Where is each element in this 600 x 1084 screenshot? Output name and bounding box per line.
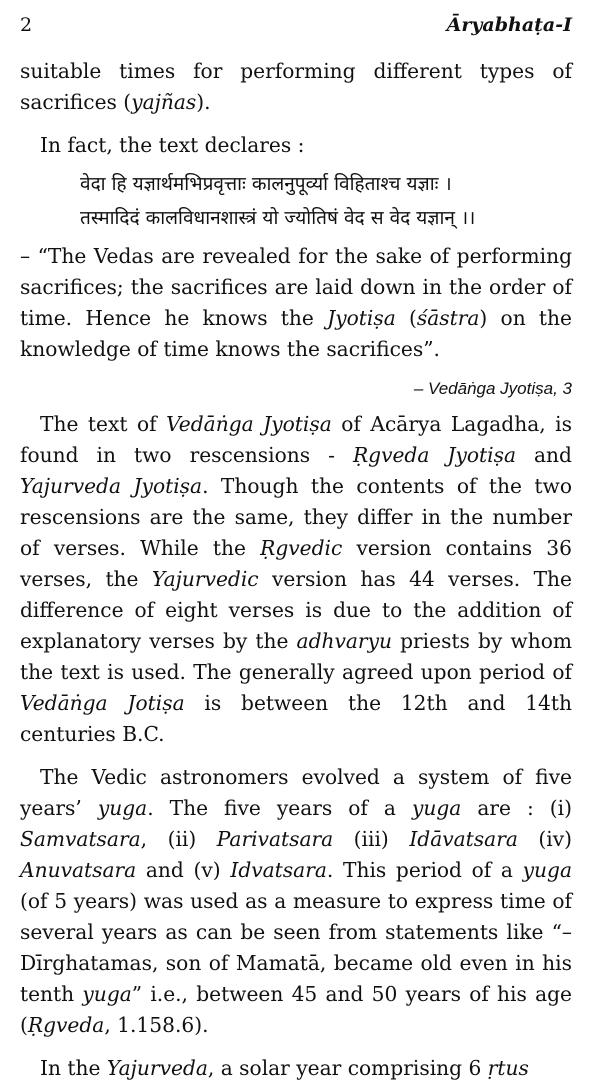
italic-term: Yajurvedic <box>151 567 259 591</box>
paragraph-text-declares: In fact, the text declares : <box>40 133 305 157</box>
italic-term: yuga <box>82 982 132 1006</box>
italic-term: Yajurveda <box>106 1056 208 1080</box>
italic-term: Jyotiṣa <box>327 306 396 330</box>
paragraph-continuation: suitable times for performing different types of sacrifices (yajñas). <box>20 59 572 114</box>
italic-term: Vedāṅga Jotiṣa <box>20 691 185 715</box>
italic-term: yuga <box>411 796 462 820</box>
italic-term: Samvatsara <box>20 827 141 851</box>
italic-term: Ṛgveda Jyotiṣa <box>352 443 517 467</box>
paragraph-translation: – “The Vedas are revealed for the sake of performing sacrifices; the sacrifices are laid down in the order of time. Hence he knows the Jyotiṣa (śāstra) on the knowledge of time knows the sacrifices”. <box>20 244 572 361</box>
italic-term: Ṛgveda <box>27 1013 105 1037</box>
italic-term: Anuvatsara <box>20 858 137 882</box>
running-head <box>20 14 572 56</box>
verse-attribution: – Vedāṅga Jyotiṣa, 3 <box>413 379 572 398</box>
running-title: Āryabhaṭa-I <box>446 14 572 36</box>
italic-term: ṛtus <box>487 1056 529 1080</box>
paragraph-vedanga-jyotisa: The text of Vedāṅga Jyotiṣa of Acārya Lagadha, is found in two rescensions - Ṛgveda Jyotiṣa and Yajurveda Jyotiṣa. Though the contents of the two rescensions are the same, they differ in the number of verses. While the Ṛgvedic version contains 36 verses, the Yajurvedic version has 44 verses. The difference of eight verses is due to the addition of explanatory verses by the adhvaryu priests by whom the text is used. The generally agreed upon period of Vedāṅga Jotiṣa is between the 12th and 14th centuries B.C. <box>20 412 572 746</box>
italic-term: Vedāṅga Jyotiṣa <box>166 412 332 436</box>
verse-line-1: वेदा हि यज्ञार्थमभिप्रवृत्ताः कालनुपूर्व्या विहिताश्च यज्ञाः । <box>80 173 452 195</box>
verse-line-2: तस्मादिदं कालविधानशास्त्रं यो ज्योतिषं वेद स वेद यज्ञान् ।। <box>80 207 476 229</box>
italic-term: śāstra <box>416 306 480 330</box>
italic-term: adhvaryu <box>296 629 392 653</box>
italic-term: Parivatsara <box>216 827 334 851</box>
italic-term: Idāvatsara <box>409 827 518 851</box>
italic-term: yuga <box>97 796 148 820</box>
sanskrit-verse <box>20 167 572 235</box>
page-number: 2 <box>20 14 33 36</box>
italic-term: Yajurveda Jyotiṣa <box>20 474 203 498</box>
paragraph-five-year-yuga: The Vedic astronomers evolved a system of five years’ yuga. The five years of a yuga are : (i) Samvatsara, (ii) Parivatsara (iii) Idāvatsara (iv) Anuvatsara and (v) Idvatsara. This period of a yuga (of 5 years) was used as a measure to express time of several years as can be seen from statements like “–Dīrghatamas, son of Mamatā, became old even in his tenth yuga” i.e., between 45 and 50 years of his age (Ṛgveda, 1.158.6). <box>20 765 573 1037</box>
italic-term: Ṛgvedic <box>260 536 343 560</box>
italic-term: yuga <box>522 858 573 882</box>
italic-term: Idvatsara <box>230 858 327 882</box>
italic-term: yajñas <box>131 90 197 114</box>
paragraph-yajurveda: In the Yajurveda, a solar year comprising 6 ṛtus <box>40 1056 529 1080</box>
